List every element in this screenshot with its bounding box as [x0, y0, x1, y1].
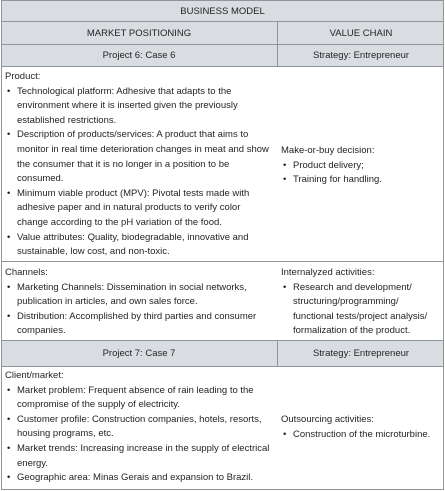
- list-item: • Minimum viable product (MPV): Pivotal tests made with adhesive paper and in natural products to verify color change according to the pH variation of the food.: [5, 187, 270, 231]
- rule: [1, 366, 444, 367]
- list-item: • Construction of the microturbine.: [281, 428, 441, 443]
- list-item: • Product delivery;: [281, 159, 441, 174]
- channels-heading: Channels:: [5, 267, 48, 278]
- list-item: • Technological platform: Adhesive that adapts to the environment where it is inserted given the previously established restrictions.: [5, 85, 270, 129]
- outsourcing-block: [281, 413, 441, 442]
- make-or-buy-heading: Make-or-buy decision:: [281, 145, 375, 156]
- list-item: • Geographic area: Minas Gerais and expansion to Brazil.: [5, 471, 270, 486]
- project6-strategy: Strategy: Entrepreneur: [312, 50, 410, 61]
- list-item: • Distribution: Accomplished by third parties and consumer companies.: [5, 310, 270, 339]
- internalized-list: [281, 281, 441, 339]
- rule: [1, 261, 444, 262]
- border-right: [443, 0, 444, 490]
- list-item: • Training for handling.: [281, 173, 441, 188]
- client-market-block: [5, 369, 270, 486]
- project6-header-row: [1, 45, 444, 66]
- outsourcing-list: [281, 428, 441, 443]
- project7-strategy: Strategy: Entrepreneur: [312, 348, 410, 359]
- list-item: • Market problem: Frequent absence of rain leading to the compromise of the supply of electricity.: [5, 384, 270, 413]
- channels-block: [5, 266, 270, 339]
- list-item: • Customer profile: Construction companies, hotels, resorts, housing programs, etc.: [5, 413, 270, 442]
- list-item: • Research and development/ structuring/programming/ functional tests/project analysis/ formalization of the product.: [281, 281, 441, 339]
- title-row: [1, 1, 444, 21]
- project6-title: Project 6: Case 6: [102, 50, 176, 61]
- make-or-buy-block: [281, 144, 441, 188]
- list-item: • Marketing Channels: Dissemination in social networks, publication in articles, and own sales force.: [5, 281, 270, 310]
- list-item: • Description of products/services: A product that aims to monitor in real time deterioration changes in meat and show the consumer that it is no longer in a position to be consumed.: [5, 128, 270, 186]
- client-market-list: [5, 384, 270, 486]
- table-title: BUSINESS MODEL: [180, 5, 265, 17]
- channels-list: [5, 281, 270, 339]
- make-or-buy-list: [281, 159, 441, 188]
- client-market-heading: Client/market:: [5, 370, 64, 381]
- rule: [1, 66, 444, 67]
- list-item: • Value attributes: Quality, biodegradable, innovative and sustainable, low cost, and non-toxic.: [5, 231, 270, 260]
- rule: [1, 489, 444, 490]
- product-block: [5, 70, 270, 260]
- project7-header-row: [1, 341, 444, 366]
- product-list: [5, 85, 270, 260]
- column-header-row: [1, 22, 444, 44]
- outsourcing-heading: Outsourcing activities:: [281, 414, 374, 425]
- product-heading: Product:: [5, 71, 41, 82]
- internalized-block: [281, 266, 441, 339]
- list-item: • Market trends: Increasing increase in the supply of electrical energy.: [5, 442, 270, 471]
- border-left: [1, 0, 2, 490]
- internalized-heading: Internalyzed activities:: [281, 267, 375, 278]
- column-heading-value-chain: VALUE CHAIN: [329, 27, 393, 39]
- column-heading-market-positioning: MARKET POSITIONING: [86, 27, 192, 39]
- project7-title: Project 7: Case 7: [102, 348, 176, 359]
